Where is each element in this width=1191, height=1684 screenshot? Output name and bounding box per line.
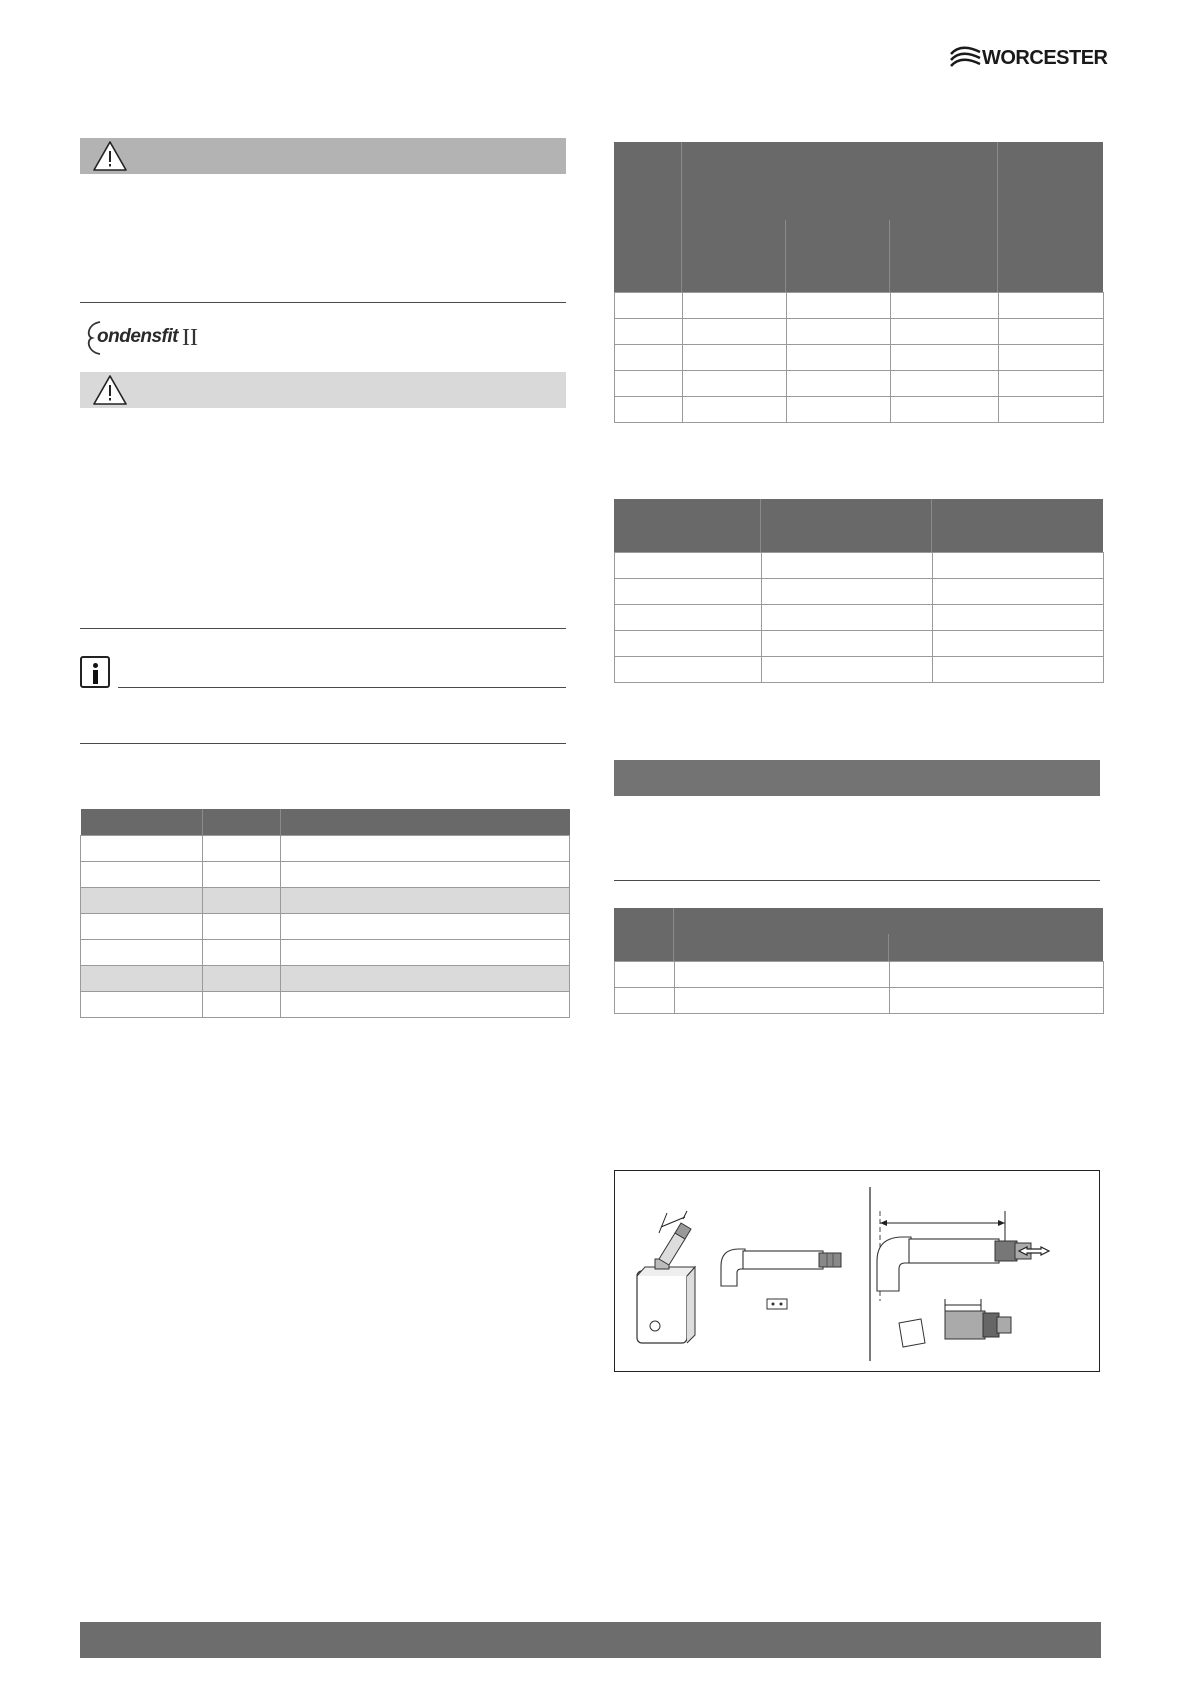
condensfit-logo (80, 316, 230, 356)
table-cell (615, 293, 683, 319)
table-cell (81, 862, 203, 888)
table-row (81, 940, 570, 966)
table-cell (787, 371, 891, 397)
table-cell (999, 371, 1104, 397)
flue-pipe-illustration (721, 1249, 841, 1309)
table-cell (203, 940, 281, 966)
divider (614, 880, 1100, 881)
table-row (615, 397, 1104, 423)
table-cell (203, 888, 281, 914)
divider (80, 302, 566, 303)
table-cell (615, 319, 683, 345)
table-row (615, 605, 1104, 631)
table-cell (683, 293, 787, 319)
table-cell (281, 992, 570, 1018)
right-table-1 (614, 292, 1104, 423)
table-cell (203, 914, 281, 940)
table-row (81, 862, 570, 888)
table-row (81, 836, 570, 862)
table-cell (890, 962, 1104, 988)
table-row (615, 631, 1104, 657)
condensfit-text: ondensfit (97, 326, 178, 347)
table-row (615, 319, 1104, 345)
table3-header (614, 908, 1103, 961)
table-cell (683, 319, 787, 345)
table-cell (675, 962, 890, 988)
condensfit-suffix: II (182, 325, 198, 351)
table-cell (999, 293, 1104, 319)
table-cell (683, 371, 787, 397)
table-cell (891, 293, 999, 319)
table-row (615, 345, 1104, 371)
table-cell (787, 397, 891, 423)
table-cell (615, 371, 683, 397)
table-cell (683, 397, 787, 423)
table-row (615, 293, 1104, 319)
table-cell (999, 319, 1104, 345)
table-cell (933, 631, 1104, 657)
table-row (615, 553, 1104, 579)
brand-logo (950, 40, 1108, 76)
table1-header (614, 142, 1103, 292)
table-header-cell (203, 809, 281, 836)
table-row (615, 988, 1104, 1014)
table-cell (999, 345, 1104, 371)
right-table-3 (614, 961, 1104, 1014)
table-cell (615, 962, 675, 988)
warning-banner-2 (80, 372, 566, 408)
table-cell (81, 966, 203, 992)
table-cell (762, 657, 933, 683)
brand-name: WORCESTER (982, 47, 1108, 69)
table-header-row (81, 809, 570, 836)
table-cell (787, 345, 891, 371)
flue-measurement-illustration (877, 1211, 1049, 1347)
table-cell (675, 988, 890, 1014)
table-row (81, 914, 570, 940)
table-cell (615, 397, 683, 423)
table-cell (81, 836, 203, 862)
divider (118, 687, 566, 688)
table-cell (999, 397, 1104, 423)
table-header-cell (81, 809, 203, 836)
table-cell (203, 966, 281, 992)
table-cell (203, 836, 281, 862)
table-cell (281, 940, 570, 966)
table-cell (891, 397, 999, 423)
table2-header (614, 499, 1103, 552)
table-cell (787, 319, 891, 345)
info-icon (80, 656, 110, 688)
table-cell (615, 631, 762, 657)
table-header-cell (281, 809, 570, 836)
table-cell (933, 657, 1104, 683)
warning-triangle-icon (92, 374, 128, 406)
table-cell (615, 657, 762, 683)
table-cell (81, 992, 203, 1018)
table-cell (281, 914, 570, 940)
footer-bar (80, 1622, 1101, 1658)
flue-diagram-illustration (615, 1171, 1098, 1370)
table-cell (281, 862, 570, 888)
table-cell (615, 345, 683, 371)
table-cell (281, 836, 570, 862)
section-heading-bar (614, 760, 1100, 796)
warning-banner (80, 138, 566, 174)
table-cell (203, 992, 281, 1018)
table-row (615, 579, 1104, 605)
table-cell (891, 345, 999, 371)
table-row (615, 657, 1104, 683)
table-row (81, 992, 570, 1018)
left-data-table (80, 809, 570, 1018)
table-row (615, 962, 1104, 988)
table-cell (933, 579, 1104, 605)
warning-triangle-icon (92, 140, 128, 172)
table-cell (281, 888, 570, 914)
table-cell (933, 605, 1104, 631)
table-cell (81, 888, 203, 914)
table-cell (615, 553, 762, 579)
table-cell (933, 553, 1104, 579)
right-table-2 (614, 552, 1104, 683)
table-row (81, 966, 570, 992)
divider (80, 628, 566, 629)
flue-diagram (614, 1170, 1100, 1372)
table-cell (787, 293, 891, 319)
table-cell (891, 371, 999, 397)
table-cell (762, 579, 933, 605)
table-cell (615, 988, 675, 1014)
table-cell (762, 631, 933, 657)
table-row (615, 371, 1104, 397)
table-cell (762, 605, 933, 631)
table-cell (890, 988, 1104, 1014)
worcester-swoosh-icon (950, 44, 984, 74)
table-cell (762, 553, 933, 579)
table-cell (203, 862, 281, 888)
divider (80, 743, 566, 744)
table-row (81, 888, 570, 914)
table-cell (281, 966, 570, 992)
table-cell (891, 319, 999, 345)
table-cell (81, 914, 203, 940)
table-cell (683, 345, 787, 371)
table-cell (81, 940, 203, 966)
table-cell (615, 579, 762, 605)
table-cell (615, 605, 762, 631)
boiler-illustration (637, 1211, 695, 1343)
